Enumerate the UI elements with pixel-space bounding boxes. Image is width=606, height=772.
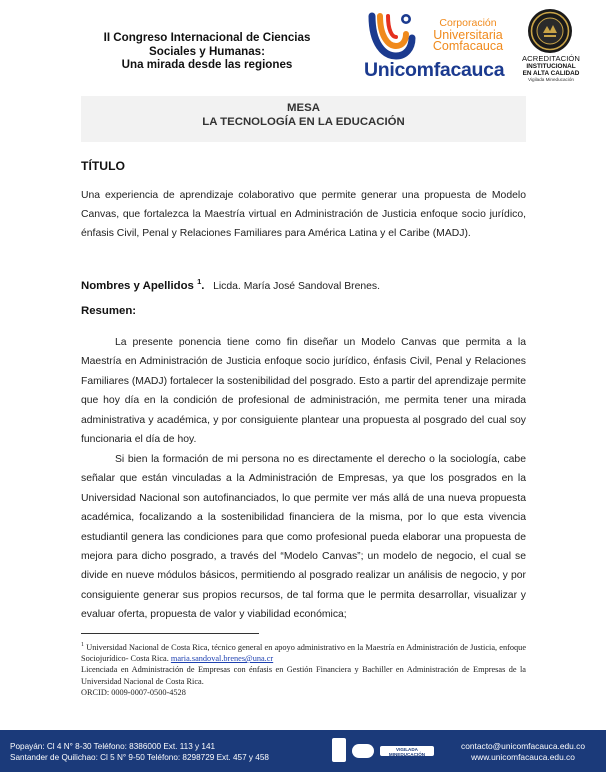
accreditation-line-4: Vigilada Mineducación	[528, 77, 574, 83]
logo-name: Unicomfacauca	[364, 59, 505, 81]
footer-address-popayan: Popayán: Cl 4 N° 8-30 Teléfono: 8386000 Ext. 113 y 141	[10, 742, 216, 751]
authors-label-text: Nombres y Apellidos	[81, 279, 194, 292]
congress-title	[96, 31, 318, 72]
logo-line-3: Comfacauca	[432, 39, 504, 53]
paper-title: Una experiencia de aprendizaje colaborativo que permite generar una propuesta de Modelo Canvas, que fortalezca la Maestría virtual en Administración de Justicia enfoque socio jurídico, énfasis Civil, Penal y Relaciones Familiares para América Latina y el Caribe (MADJ).	[81, 190, 526, 240]
footnote-affiliation: Universidad Nacional de Costa Rica, técnico general en apoyo administrativo en la Maestría en Administración de Justicia, enfoque Sociojurídico- Costa Rica.	[81, 642, 526, 664]
accreditation-line-3: EN ALTA CALIDAD	[522, 70, 580, 78]
quality-badge-icon	[352, 744, 374, 758]
authors-line	[81, 277, 380, 292]
footer-addresses	[10, 741, 269, 763]
footnote-degree: Licenciada en Administración de Empresas con énfasis en Gestión Financiera y Bachiller en Administración de Empresas de la Universidad Nacional de Costa Rica.	[81, 665, 526, 686]
accreditation-seal-icon	[527, 8, 573, 54]
footer-email-link[interactable]: contacto@unicomfacauca.edu.co	[461, 741, 585, 751]
author-email-link[interactable]: maria.sandoval.brenes@una.cr	[170, 654, 274, 664]
logo-line-2: Universitaria	[433, 28, 503, 42]
footnote-divider	[81, 633, 259, 634]
icontec-badge-icon	[332, 738, 346, 762]
congress-line-1: II Congreso Internacional de Ciencias	[103, 31, 311, 44]
page-header	[0, 0, 606, 96]
mesa-topic: LA TECNOLOGÍA EN LA EDUCACIÓN	[202, 116, 405, 128]
author-name: Licda. María José Sandoval Brenes.	[213, 280, 380, 292]
footer-address-santander: Santander de Quilichao: Cl 5 N° 9-50 Teléfono: 8298729 Ext. 457 y 458	[10, 753, 269, 762]
footnote	[81, 640, 526, 698]
accreditation-line-2: INSTITUCIONAL	[526, 63, 576, 70]
footnote-number: 1	[81, 642, 84, 648]
congress-line-2: Sociales y Humanas:	[149, 44, 265, 58]
page-footer	[0, 730, 606, 772]
authors-label: Nombres y Apellidos $^1$.	[81, 277, 205, 292]
footer-contact	[448, 741, 598, 763]
logo-wordmark	[420, 18, 516, 52]
congress-line-3: Una mirada desde las regiones	[121, 58, 293, 71]
logo-line-1: Corporación	[439, 17, 497, 29]
mesa-label: MESA	[287, 102, 320, 114]
footer-badges	[332, 736, 440, 766]
abstract-heading: Resumen:	[81, 305, 137, 317]
mineducacion-badge-text: VIGILADA MINEDUCACIÓN	[388, 747, 426, 757]
title-heading: TÍTULO	[81, 159, 126, 173]
abstract-paragraph-2: Si bien la formación de mi persona no es directamente el derecho o la sociología, cabe señalar que están vinculadas a la Administración de Empresas, ya que los posgrados en la Universidad Nacional son autofinanciados, lo que permite ver más allá de una nueva propuesta académica, focalizando a la sostenibilidad financiera de la misma, por lo que esta vivencia estudiantil genera las condiciones para que como profesional pueda elaborar una propuesta de mejora para dicho posgrado, a través del “Modelo Canvas”; un modelo de negocio, el cual se divide en nueve módulos básicos, permitiendo al posgrado realizar un análisis de negocio, y por consiguiente generar sus propios recursos, de tal forma que le permita desarrollar, visualizar y evaluar oferta, propuesta de valor y viabilidad económica;	[81, 454, 526, 621]
footnote-orcid: ORCID: 0009-0007-0500-4528	[81, 687, 186, 697]
mesa-banner	[81, 96, 526, 142]
unicomfacauca-logo-icon	[366, 10, 418, 60]
accreditation-text	[510, 55, 592, 83]
footer-website-link[interactable]: www.unicomfacauca.edu.co	[471, 752, 575, 762]
abstract-paragraph-1: La presente ponencia tiene como fin diseñar un Modelo Canvas que permita a la Maestría en Administración de Justicia enfoque socio jurídico, énfasis Civil, Penal y Relaciones Familiares (MADJ) fortalecer la sostenibilidad del posgrado. Esto a partir del aprendizaje permite que hoy día en la condición de profesional de administración, me permita tener una mirada administrativa y académica, y por consiguiente plantear una propuesta al posgrado del cual soy funcionaria el día de hoy.	[81, 337, 526, 446]
accreditation-line-1: ACREDITACIÓN	[521, 54, 580, 63]
footnote-line-1	[81, 640, 526, 664]
footnote-ref: 1	[197, 277, 202, 286]
